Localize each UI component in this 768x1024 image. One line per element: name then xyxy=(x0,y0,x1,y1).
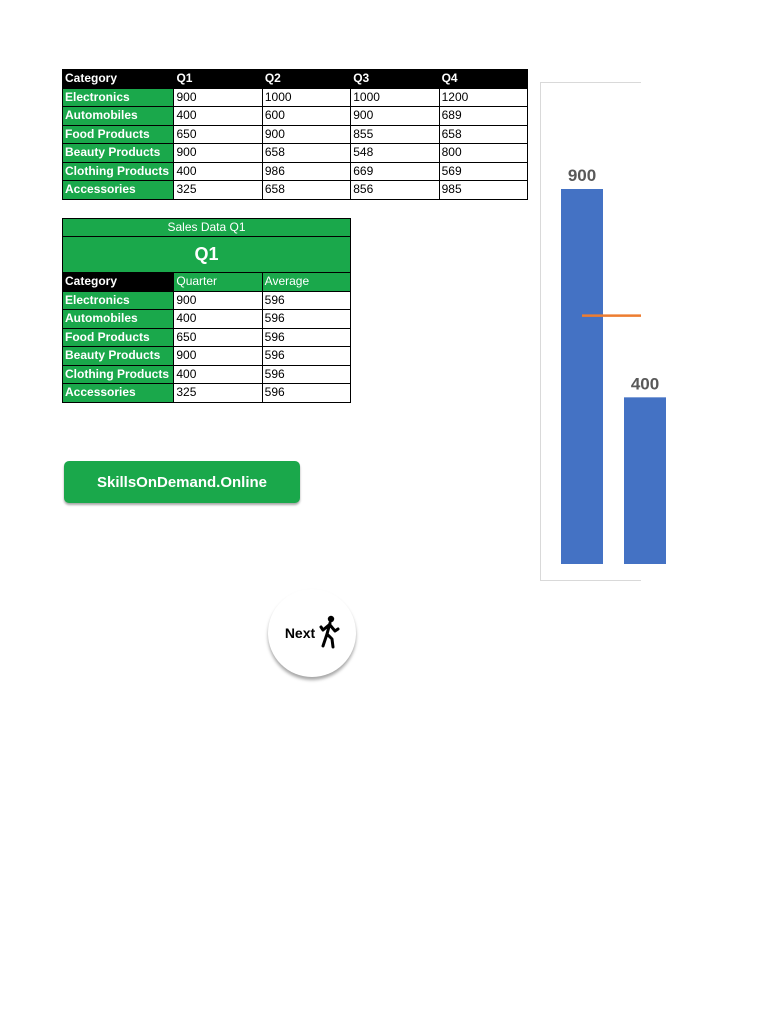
chart-svg xyxy=(541,83,660,580)
category-cell[interactable]: Automobiles xyxy=(63,310,174,329)
value-cell[interactable]: 400 xyxy=(174,162,262,181)
value-cell[interactable]: 569 xyxy=(439,162,527,181)
sales-data-q1-table xyxy=(62,218,351,403)
value-cell[interactable]: 900 xyxy=(174,291,262,310)
q1-header-row xyxy=(63,273,351,292)
category-cell[interactable]: Clothing Products xyxy=(63,365,174,384)
table-row xyxy=(63,144,528,163)
column-header: Q3 xyxy=(351,70,439,89)
table-row xyxy=(63,291,351,310)
table-row xyxy=(63,347,351,366)
bar-automobiles xyxy=(624,397,666,564)
brand-button-label: SkillsOnDemand.Online xyxy=(96,473,268,491)
sales-chart xyxy=(540,82,660,581)
table-row xyxy=(63,384,351,403)
q1-column-header: Average xyxy=(262,273,350,292)
table-row xyxy=(63,125,528,144)
value-cell[interactable]: 596 xyxy=(262,347,350,366)
value-cell[interactable]: 548 xyxy=(351,144,439,163)
category-cell[interactable]: Food Products xyxy=(63,328,174,347)
table-header-row xyxy=(63,70,528,89)
value-cell[interactable]: 600 xyxy=(262,107,350,126)
value-cell[interactable]: 669 xyxy=(351,162,439,181)
value-cell[interactable]: 596 xyxy=(262,291,350,310)
value-cell[interactable]: 900 xyxy=(351,107,439,126)
value-cell[interactable]: 689 xyxy=(439,107,527,126)
column-header: Category xyxy=(63,70,174,89)
value-cell[interactable]: 900 xyxy=(262,125,350,144)
value-cell[interactable]: 900 xyxy=(174,88,262,107)
table-row xyxy=(63,181,528,200)
q1-table-title: Sales Data Q1 xyxy=(63,219,351,237)
table-row xyxy=(63,88,528,107)
value-cell[interactable]: 856 xyxy=(351,181,439,200)
category-cell[interactable]: Clothing Products xyxy=(63,162,174,181)
value-cell[interactable]: 900 xyxy=(174,144,262,163)
q1-table-quarter-row xyxy=(63,237,351,273)
category-cell[interactable]: Electronics xyxy=(63,291,174,310)
value-cell[interactable]: 986 xyxy=(262,162,350,181)
data-label: 900 xyxy=(567,166,597,185)
walking-person-icon xyxy=(319,615,339,652)
q1-column-header: Category xyxy=(63,273,174,292)
column-header: Q1 xyxy=(174,70,262,89)
category-cell[interactable]: Electronics xyxy=(63,88,174,107)
table-row xyxy=(63,365,351,384)
category-cell[interactable]: Accessories xyxy=(63,181,174,200)
sales-data-table xyxy=(62,69,528,200)
next-button[interactable] xyxy=(268,589,356,677)
column-header: Q2 xyxy=(262,70,350,89)
value-cell[interactable]: 596 xyxy=(262,365,350,384)
q1-table-title-row xyxy=(63,219,351,237)
table-row xyxy=(63,107,528,126)
value-cell[interactable]: 985 xyxy=(439,181,527,200)
table-row xyxy=(63,310,351,329)
value-cell[interactable]: 658 xyxy=(439,125,527,144)
value-cell[interactable]: 855 xyxy=(351,125,439,144)
value-cell[interactable]: 650 xyxy=(174,328,262,347)
value-cell[interactable]: 658 xyxy=(262,181,350,200)
value-cell[interactable]: 658 xyxy=(262,144,350,163)
value-cell[interactable]: 325 xyxy=(174,384,262,403)
value-cell[interactable]: 1200 xyxy=(439,88,527,107)
q1-column-header: Quarter xyxy=(174,273,262,292)
value-cell[interactable]: 800 xyxy=(439,144,527,163)
category-cell[interactable]: Beauty Products xyxy=(63,144,174,163)
value-cell[interactable]: 1000 xyxy=(351,88,439,107)
category-cell[interactable]: Accessories xyxy=(63,384,174,403)
value-cell[interactable]: 400 xyxy=(174,310,262,329)
value-cell[interactable]: 596 xyxy=(262,384,350,403)
value-cell[interactable]: 900 xyxy=(174,347,262,366)
table-row xyxy=(63,328,351,347)
value-cell[interactable]: 1000 xyxy=(262,88,350,107)
value-cell[interactable]: 400 xyxy=(174,365,262,384)
bar-electronics xyxy=(561,189,603,564)
category-cell[interactable]: Food Products xyxy=(63,125,174,144)
value-cell[interactable]: 596 xyxy=(262,328,350,347)
value-cell[interactable]: 650 xyxy=(174,125,262,144)
value-cell[interactable]: 400 xyxy=(174,107,262,126)
category-cell[interactable]: Beauty Products xyxy=(63,347,174,366)
column-header: Q4 xyxy=(439,70,527,89)
data-label: 400 xyxy=(630,374,660,394)
q1-quarter-label[interactable]: Q1 xyxy=(63,237,351,273)
value-cell[interactable]: 325 xyxy=(174,181,262,200)
value-cell[interactable]: 596 xyxy=(262,310,350,329)
skills-on-demand-button[interactable] xyxy=(64,461,300,503)
next-button-label: Next xyxy=(284,625,316,641)
category-cell[interactable]: Automobiles xyxy=(63,107,174,126)
table-row xyxy=(63,162,528,181)
